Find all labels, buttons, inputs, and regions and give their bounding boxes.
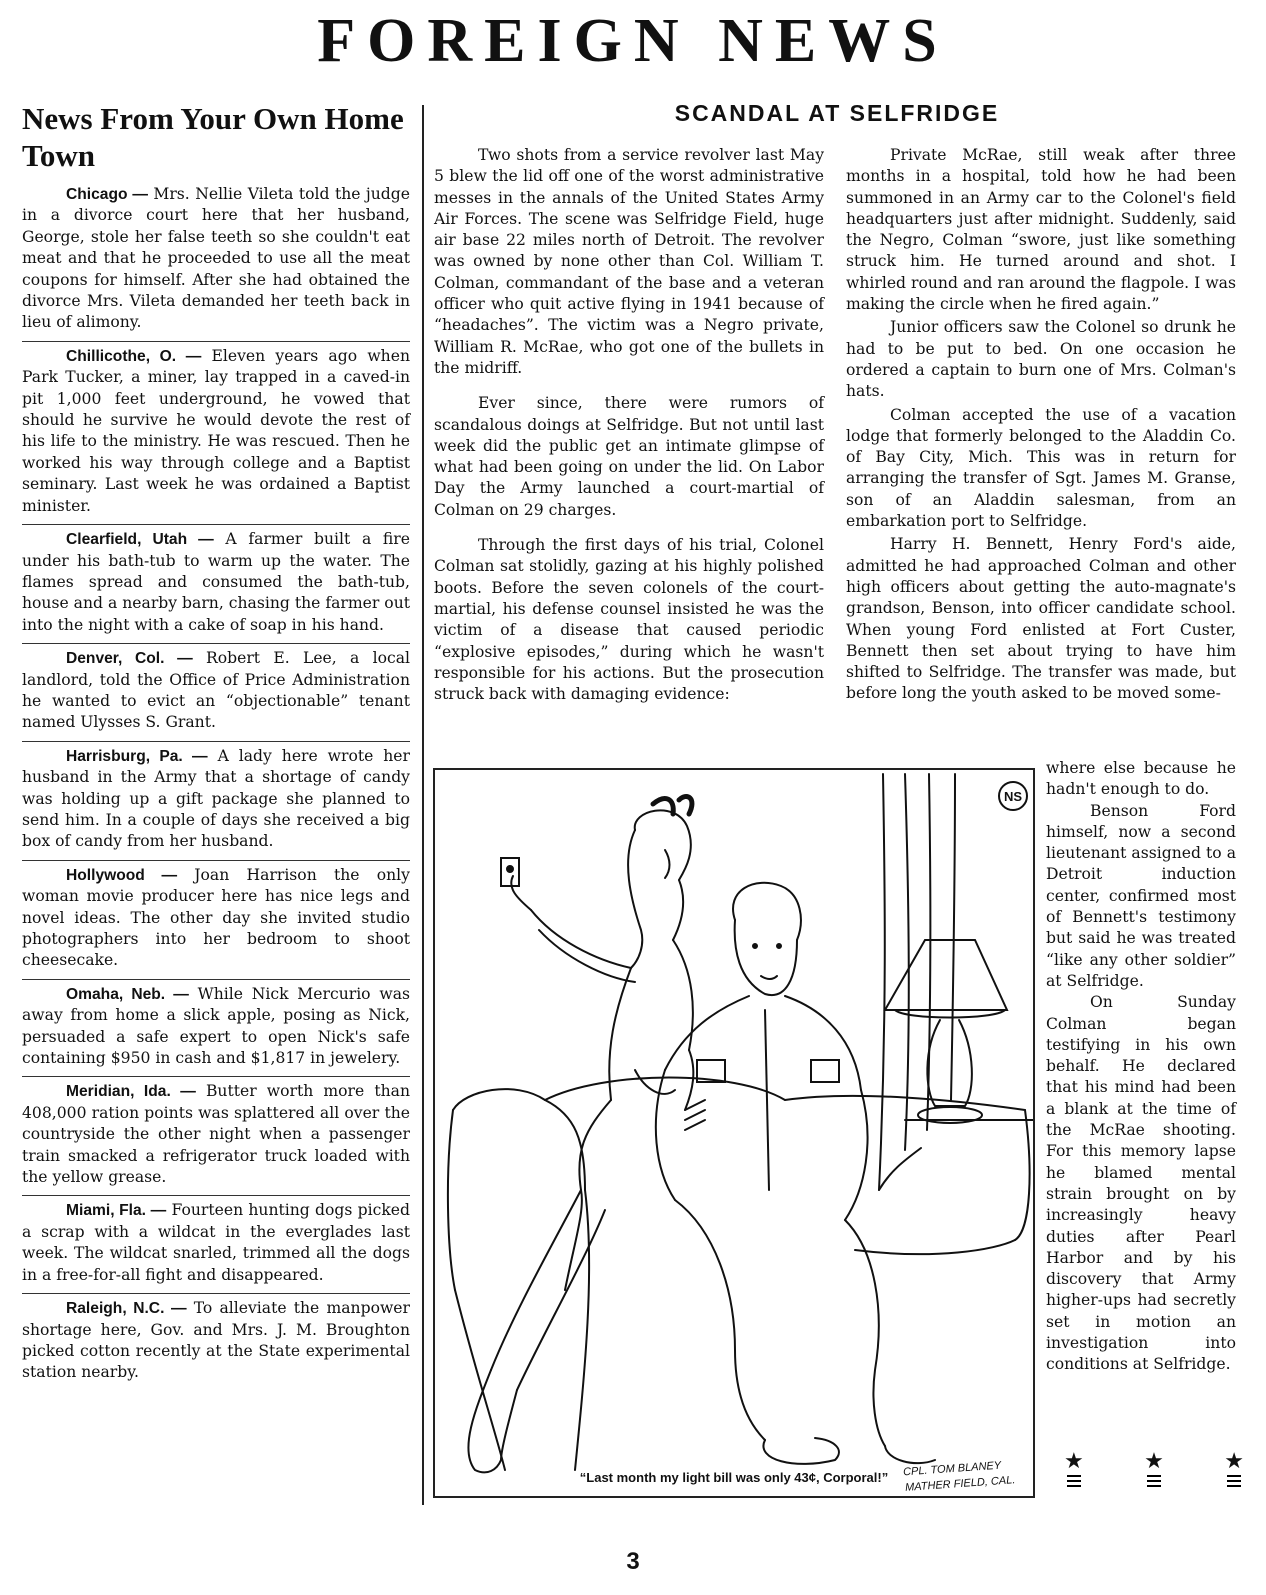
news-item [22,1195,410,1293]
news-item [22,741,410,860]
story-column-middle [434,145,824,719]
news-item-place: Chillicothe, O. — [66,347,202,365]
star-icon: ★ [1064,1452,1084,1488]
story-column-right [846,145,1236,707]
story-paragraph: Two shots from a service revolver last May 5 blew the lid off one of the worst administrative messes in the annals of the United States Army Air Forces. The scene was Selfridge Field, huge air base 22 miles north of Detroit. The revolver was owned by none other than Col. William T. Colman, commandant of the base and a veteran officer who quit active flying in 1941 because of “headaches”. The victim was a Negro private, William R. McRae, who got one of the bullets in the midriff. [434,146,824,377]
news-item-place: Miami, Fla. — [66,1202,167,1220]
news-item-text: Mrs. Nellie Vileta told the judge in a divorce court here that her husband, George, stole her false teeth so she couldn't eat meat and that he proceeded to use all the meat coupons for himself. After she had obtained the divorce Mrs. Vileta demanded her teeth back in lieu of alimony. [22,185,411,332]
star-icon: ★ [1224,1452,1244,1488]
news-item-text: To alleviate the manpower shortage here, Gov. and Mrs. J. M. Broughton picked cotton recently at the State experimental station nearby. [22,1299,410,1382]
news-item-place: Hollywood — [66,866,178,884]
story-paragraph: Benson Ford himself, now a second lieutenant assigned to a Detroit induction center, confirmed most of Bennett's testimony but said he was treated “like any other soldier” at Selfridge. [1046,801,1236,990]
news-item [22,860,410,979]
news-item-text: Fourteen hunting dogs picked a scrap with a wildcat in the everglades last week. The wildcat snarled, trimmed all the dogs in a free-for-all fight and disappeared. [22,1201,410,1284]
news-item [22,1293,410,1391]
page-number: 3 [626,1548,640,1575]
badge-label: NS [1003,789,1023,804]
star-icon: ★ [1144,1452,1164,1488]
story-title: SCANDAL AT SELFRIDGE [674,100,1000,126]
story-column-narrow [1046,758,1236,1376]
news-item [22,180,410,341]
hometown-items [22,180,410,1391]
news-item [22,341,410,524]
cartoon-drawing [435,770,1033,1496]
story-paragraph: On Sunday Colman began testifying in his own behalf. He declared that his mind had been a blank at the time of the McRae shooting. For this memory lapse he blamed mental strain brought on by increasingly heavy duties after Pearl Harbor and by his discovery that Army higher-ups had secretly set in motion an investigation into conditions at Selfridge. [1046,993,1236,1374]
masthead: FOREIGN NEWS [317,7,949,75]
news-item [22,643,410,741]
news-item-text: Butter worth more than 408,000 ration points was splattered all over the countryside the other night when a passenger train smacked a refrigerator truck loaded with the yellow grease. [22,1082,410,1187]
news-item-place: Clearfield, Utah — [66,531,214,549]
news-item [22,979,410,1077]
news-item-text: While Nick Mercurio was away from home a slick apple, posing as Nick, persuaded a safe expert to open Nick's safe containing $950 in cash and $1,817 in jewelery. [22,984,410,1068]
news-item-place: Harrisburg, Pa. — [66,747,208,765]
news-item-place: Denver, Col. — [66,650,193,668]
hometown-title: News From Your Own Home Town [22,101,404,173]
news-item-place: Meridian, Ida. — [66,1083,196,1101]
news-item-text: Eleven years ago when Park Tucker, a miner, lay trapped in a caved-in pit 1,000 feet underground, he vowed that should he survive he would devote the rest of his life to the ministry. He was rescued. Then he worked his way through college and a Baptist seminary. Last week he was ordained a Baptist minister. [22,346,410,515]
cartoon-caption: “Last month my light bill was only 43¢, Corporal!” [579,1470,889,1485]
news-item-text: A farmer built a fire under his bath-tub to warm up the water. The flames spread and consumed the bath-tub, house and a nearby barn, chasing the farmer out into the night with a cake of soap in his hand. [22,530,410,634]
star-ornaments [1064,1449,1244,1488]
news-item-place: Raleigh, N.C. — [66,1300,187,1318]
story-paragraph: Junior officers saw the Colonel so drunk he had to be put to bed. On one occasion he ordered a captain to burn one of Mrs. Colman's hats. [846,318,1236,401]
cartoon [433,768,1035,1498]
news-item-text: Robert E. Lee, a local landlord, told the Office of Price Administration he wanted to evict an “objectionable” tenant named Ulysses S. Grant. [22,649,410,732]
news-item-text: A lady here wrote her husband in the Army that a shortage of candy was holding up a gift package she planned to send him. In a couple of days she received a big box of candy from her husband. [22,746,410,851]
news-item [22,524,410,643]
news-item-text: Joan Harrison the only woman movie producer here has nice legs and novel ideas. The other day she invited studio photographers into her bedroom to shoot cheesecake. [22,865,410,970]
story-paragraph: where else because he hadn't enough to do. [1046,759,1236,799]
news-item [22,1076,410,1195]
cartoon-signature-name: CPL. TOM BLANEY [902,1459,1002,1479]
story-paragraph: Through the first days of his trial, Colonel Colman sat stolidly, gazing at his highly polished boots. Before the seven colonels of the court-martial, his defense counsel insisted he was the victim of a disease that caused periodic “explosive episodes,” during which he wasn't responsible for his actions. But the prosecution struck back with damaging evidence: [434,536,824,704]
cartoon-signature-place: MATHER FIELD, CAL. [904,1474,1016,1494]
story-paragraph: Private McRae, still weak after three months in a hospital, told how he had been summoned in an Army car to the Colonel's field headquarters just after midnight. Suddenly, said the Negro, Colman “swore, just like something struck him. He turned around and shot. I whirled round and ran around the flagpole. I was making the circle when he fired again.” [846,146,1236,314]
column-divider [422,105,424,1505]
hometown-column [22,100,410,1391]
story-paragraph: Harry H. Bennett, Henry Ford's aide, admitted he had approached Colman and other high officers about getting the auto-magnate's grandson, Benson, into officer candidate school. When young Ford enlisted at Fort Custer, Bennett then set about trying to have him shifted to Selfridge. The transfer was made, but before long the youth asked to be moved some- [846,535,1236,703]
news-item-place: Chicago — [66,186,148,203]
news-item-place: Omaha, Neb. — [66,985,189,1003]
story-paragraph: Colman accepted the use of a vacation lodge that formerly belonged to the Aladdin Co. of Bay City, Mich. This was in return for arranging the transfer of Sgt. James M. Granse, son of an Aladdin salesman, from an embarkation port to Selfridge. [846,405,1236,531]
story-paragraph: Ever since, there were rumors of scandalous doings at Selfridge. But not until last week did the public get an intimate glimpse of what had been going on under the lid. On Labor Day the Army launched a court-martial of Colman on 29 charges. [434,394,824,519]
